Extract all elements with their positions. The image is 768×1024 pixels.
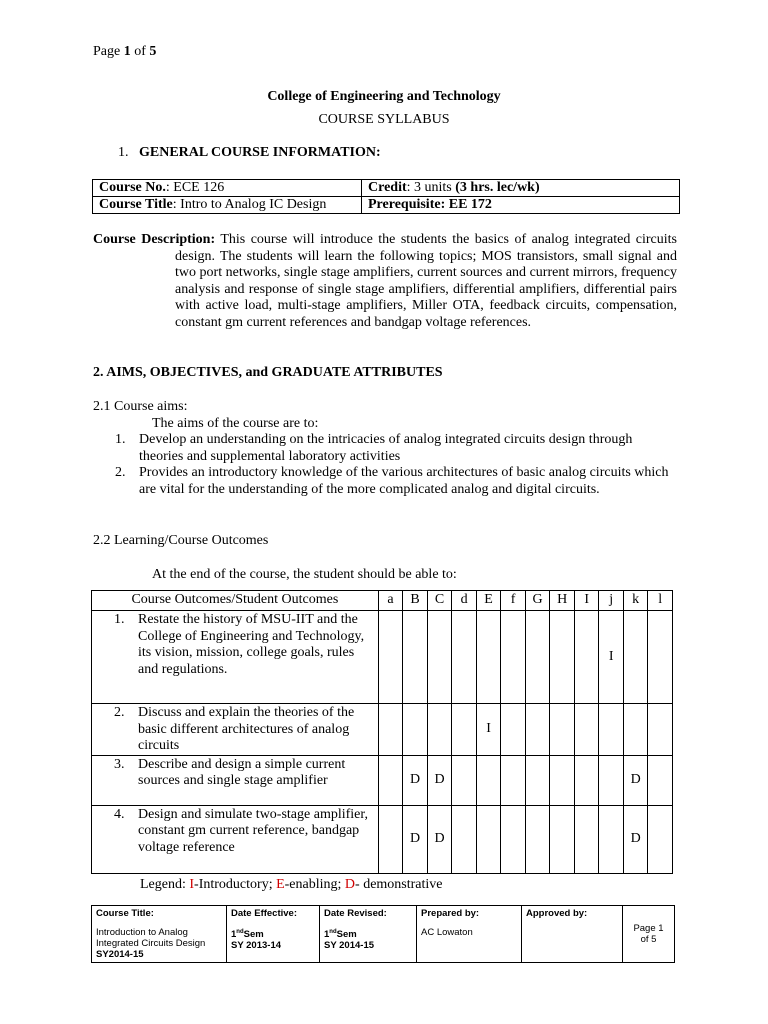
column-header: I: [574, 591, 599, 611]
prerequisite-value: Prerequisite: EE 172: [368, 197, 492, 212]
table-row: [92, 755, 673, 805]
credit-label: Credit: [368, 180, 407, 195]
legend-i-text: -Introductory;: [194, 877, 277, 892]
mark-cell: [452, 805, 477, 873]
document-footer: [91, 905, 675, 963]
mark-cell: [599, 704, 624, 756]
legend-i-letter: I: [189, 877, 195, 892]
table-row: [93, 180, 680, 197]
section-title: GENERAL COURSE INFORMATION:: [139, 145, 381, 160]
mark-cell: [623, 611, 648, 704]
section-aims-heading: 2. AIMS, OBJECTIVES, and GRADUATE ATTRIBUTES: [93, 365, 443, 380]
footer-prepared-value: AC Lowaton: [421, 927, 473, 938]
table-row: [92, 704, 673, 756]
page-number: [93, 44, 156, 60]
mark-cell: [525, 805, 550, 873]
footer-course-title-cell: [92, 906, 227, 963]
mark-cell: [476, 755, 501, 805]
description-text: This course will introduce the students the basics of analog integrated circuits design. The students will learn the following topics; MOS transistors, small signal and two port networks, single stage amplifiers, current sources and current mirrors, frequency analysis and response of single stage amplifiers, differential amplifiers, differential pairs with active load, multi-stage amplifiers, Miller OTA, feedback circuits, compensation, constant gm current references and bandgap voltage references.: [175, 232, 677, 330]
credit-value: : 3 units: [406, 180, 456, 195]
mark-cell: [525, 611, 550, 704]
mark-cell: [525, 704, 550, 756]
legend-d-letter: D: [344, 877, 356, 892]
mark-cell: [574, 755, 599, 805]
mark-cell: [550, 704, 575, 756]
mark-cell: D: [427, 755, 452, 805]
footer-label: Date Effective:: [231, 908, 297, 919]
credit-cell: [362, 180, 680, 197]
mark-cell: [501, 755, 526, 805]
mark-cell: [648, 805, 673, 873]
legend-e-letter: E: [276, 877, 285, 892]
outcome-text: Discuss and explain the theories of the basic different architectures of analog circuits: [138, 705, 355, 753]
footer-page-cell: [623, 906, 675, 963]
mark-cell: D: [623, 805, 648, 873]
list-item-number: 2.: [115, 465, 126, 480]
footer-page-line1: Page 1: [633, 923, 664, 934]
prerequisite-cell: [362, 197, 680, 214]
legend-d-text: - demonstrative: [355, 877, 443, 892]
mark-cell: [403, 704, 428, 756]
list-item-text: Provides an introductory knowledge of the various architectures of basic analog circuits which are vital for the understanding of the more complicated analog and digital circuits.: [139, 465, 669, 497]
outcome-cell: [92, 805, 379, 873]
footer-sy: SY 2014-15: [324, 940, 375, 952]
mark-cell: [648, 611, 673, 704]
mark-cell: [501, 704, 526, 756]
column-header: H: [550, 591, 575, 611]
mark-cell: [550, 611, 575, 704]
column-header: k: [623, 591, 648, 611]
footer-label: Date Revised:: [324, 908, 387, 919]
page-total: 5: [149, 44, 157, 59]
course-no-label: Course No.: [99, 180, 166, 195]
mark-cell: [623, 704, 648, 756]
footer-course-title-value: Introduction to Analog Integrated Circuits Design: [96, 927, 206, 949]
outcome-text: Restate the history of MSU-IIT and the College of Engineering and Technology, its vision, mission, college goals, rules and regulations.: [138, 612, 365, 677]
page-prefix: Page: [93, 44, 121, 59]
footer-sem-sup: nd: [236, 929, 244, 935]
course-title-label: Course Title: [99, 197, 173, 212]
outcomes-header: Course Outcomes/Student Outcomes: [92, 591, 379, 611]
mark-cell: [501, 805, 526, 873]
footer-prepared-cell: [417, 906, 522, 963]
column-header: d: [452, 591, 477, 611]
mark-cell: [574, 611, 599, 704]
mark-cell: D: [403, 805, 428, 873]
mark-cell: [550, 805, 575, 873]
mark-cell: [378, 755, 403, 805]
course-description: [93, 232, 677, 331]
legend-e-text: -enabling;: [284, 877, 345, 892]
outcome-number: 2.: [114, 705, 125, 720]
footer-label: Prepared by:: [421, 908, 480, 919]
mark-cell: [378, 704, 403, 756]
outcome-number: 1.: [114, 612, 125, 627]
legend: [140, 877, 443, 893]
footer-sem: Sem: [243, 929, 264, 941]
mark-cell: [648, 755, 673, 805]
footer-label: Course Title:: [96, 908, 154, 919]
mark-cell: [452, 755, 477, 805]
page-current: 1: [123, 44, 131, 59]
mark-cell: [427, 704, 452, 756]
page-of: of: [134, 44, 146, 59]
mark-cell: [378, 611, 403, 704]
mark-cell: [427, 611, 452, 704]
course-title-value: : Intro to Analog IC Design: [172, 197, 327, 212]
credit-hours: (3 hrs. lec/wk): [455, 180, 540, 195]
footer-course-title-sy: SY2014-15: [96, 949, 144, 960]
list-item: [115, 465, 675, 498]
table-row: [92, 611, 673, 704]
mark-cell: [476, 805, 501, 873]
table-row: [92, 906, 675, 963]
footer-sem-sup: nd: [329, 929, 337, 935]
mark-cell: [599, 805, 624, 873]
mark-cell: D: [403, 755, 428, 805]
mark-cell: [378, 805, 403, 873]
mark-cell: [574, 805, 599, 873]
outcomes-table: [91, 590, 673, 874]
course-aims-title: 2.1 Course aims:: [93, 399, 188, 414]
document-title: COURSE SYLLABUS: [318, 112, 450, 127]
mark-cell: I: [599, 611, 624, 704]
footer-sem: Sem: [336, 929, 357, 941]
mark-cell: [525, 755, 550, 805]
footer-sem-num: 1: [324, 929, 330, 941]
footer-sy: SY 2013-14: [231, 940, 282, 952]
college-name: College of Engineering and Technology: [267, 89, 501, 104]
course-info-table: [92, 179, 680, 214]
footer-date-effective-cell: [227, 906, 320, 963]
table-row: [93, 197, 680, 214]
list-item-text: Develop an understanding on the intricacies of analog integrated circuits design through theories and supplemental laboratory activities: [139, 432, 633, 464]
course-aims-list: [115, 432, 675, 498]
column-header: l: [648, 591, 673, 611]
mark-cell: [599, 755, 624, 805]
column-header: B: [403, 591, 428, 611]
outcome-number: 3.: [114, 756, 125, 772]
footer-date-revised-cell: [320, 906, 417, 963]
learning-outcomes-intro: At the end of the course, the student should be able to:: [152, 567, 457, 582]
mark-cell: D: [623, 755, 648, 805]
column-header: C: [427, 591, 452, 611]
mark-cell: [476, 611, 501, 704]
column-header: E: [476, 591, 501, 611]
list-item-number: 1.: [115, 432, 126, 447]
mark-cell: [403, 611, 428, 704]
list-item: [115, 432, 675, 465]
course-no-value: : ECE 126: [165, 180, 225, 195]
description-label: Course Description:: [93, 232, 216, 247]
course-title-cell: [93, 197, 362, 214]
mark-cell: [574, 704, 599, 756]
footer-page-line2: of 5: [640, 934, 657, 945]
footer-sem-num: 1: [231, 929, 237, 941]
outcome-cell: [92, 704, 379, 756]
mark-cell: D: [427, 805, 452, 873]
course-aims-intro: The aims of the course are to:: [152, 416, 319, 431]
learning-outcomes-title: 2.2 Learning/Course Outcomes: [93, 533, 269, 548]
section-number: 1.: [118, 145, 129, 160]
section-general-info-heading: [118, 145, 381, 161]
mark-cell: I: [476, 704, 501, 756]
outcome-text: Design and simulate two-stage amplifier, constant gm current reference, bandgap voltage reference: [138, 806, 368, 855]
outcome-cell: [92, 611, 379, 704]
column-header: a: [378, 591, 403, 611]
footer-approved-cell: [522, 906, 623, 963]
legend-prefix: Legend:: [140, 877, 190, 892]
course-no-cell: [93, 180, 362, 197]
column-header: f: [501, 591, 526, 611]
mark-cell: [452, 704, 477, 756]
table-header-row: [92, 591, 673, 611]
mark-cell: [648, 704, 673, 756]
mark-cell: [501, 611, 526, 704]
outcome-cell: [92, 755, 379, 805]
outcome-text: Describe and design a simple current sources and single stage amplifier: [138, 756, 346, 788]
footer-label: Approved by:: [526, 908, 588, 919]
column-header: G: [525, 591, 550, 611]
column-header: j: [599, 591, 624, 611]
table-row: [92, 805, 673, 873]
mark-cell: [550, 755, 575, 805]
mark-cell: [452, 611, 477, 704]
outcome-number: 4.: [114, 806, 125, 822]
